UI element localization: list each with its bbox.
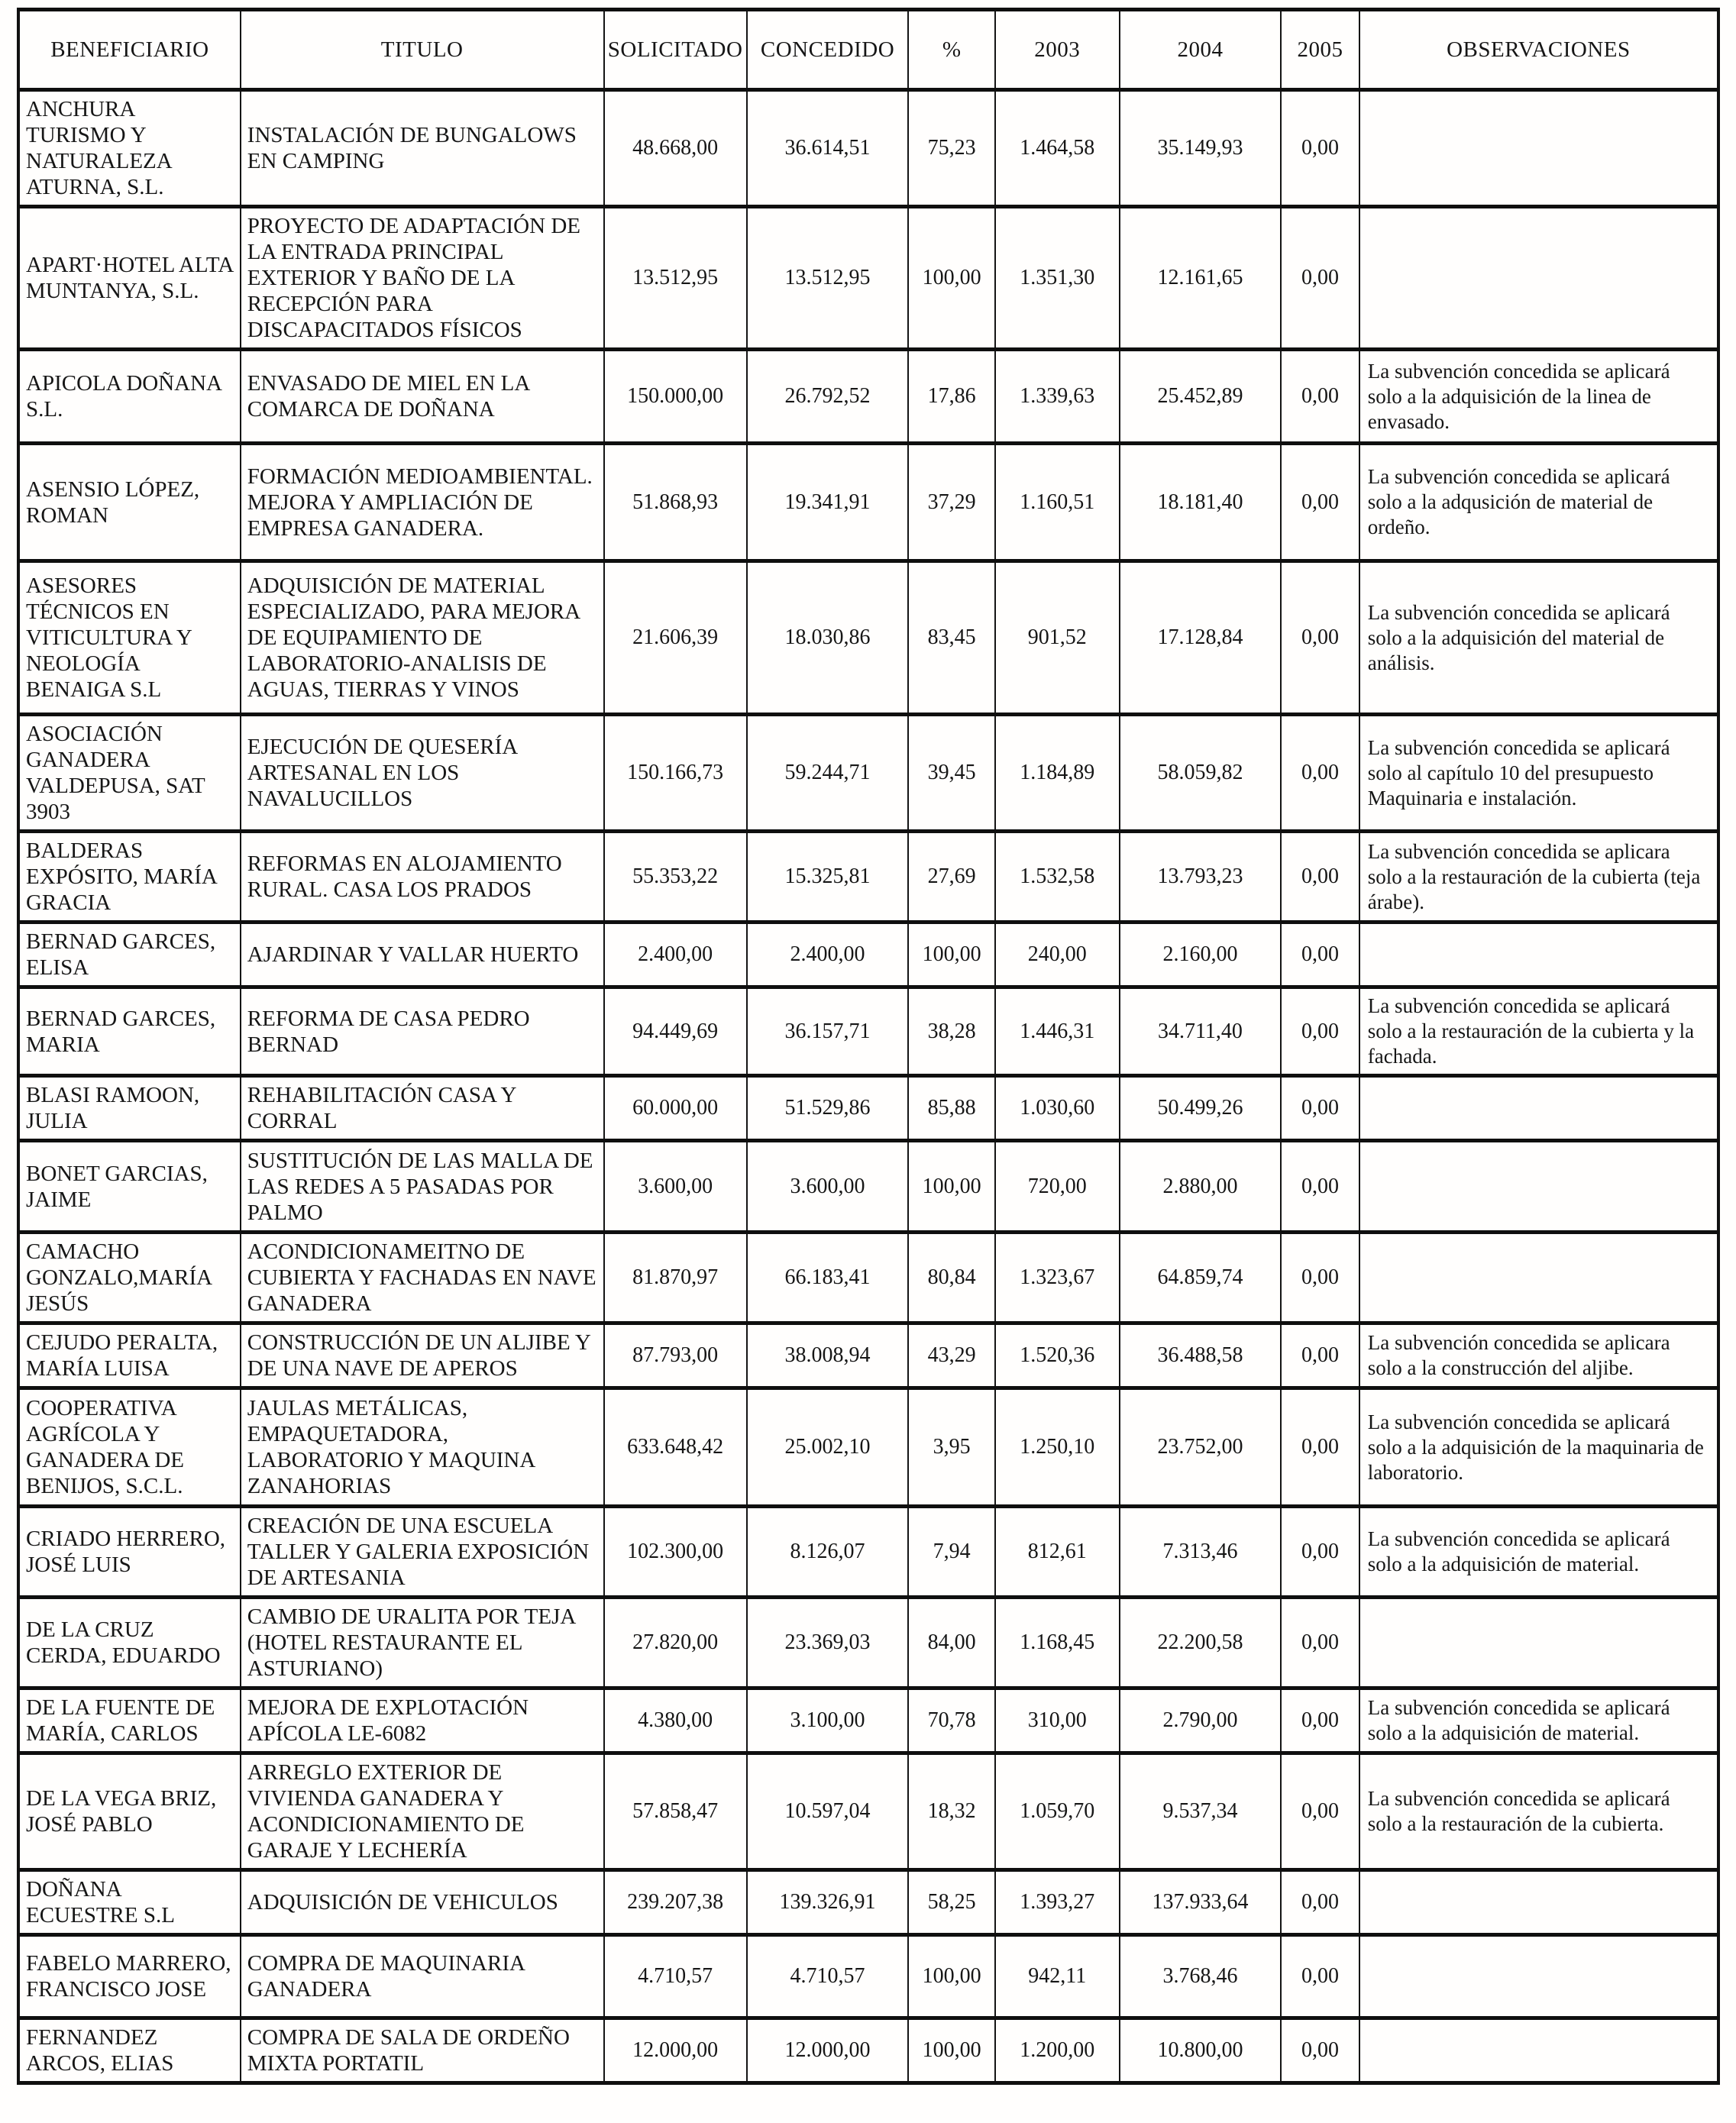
table-header — [18, 10, 1718, 90]
cell-y2003: 901,52 — [995, 561, 1120, 715]
cell-beneficiario: CAMACHO GONZALO,MARÍA JESÚS — [18, 1233, 241, 1323]
cell-y2004: 18.181,40 — [1120, 444, 1282, 561]
cell-pct: 84,00 — [908, 1598, 995, 1688]
table-row — [18, 90, 1718, 207]
cell-y2005: 0,00 — [1281, 90, 1359, 207]
cell-pct: 70,78 — [908, 1688, 995, 1753]
table-row — [18, 1507, 1718, 1598]
cell-titulo: COMPRA DE SALA DE ORDEÑO MIXTA PORTATIL — [241, 2018, 604, 2083]
table-row — [18, 987, 1718, 1076]
cell-y2003: 942,11 — [995, 1935, 1120, 2018]
cell-titulo: REHABILITACIÓN CASA Y CORRAL — [241, 1076, 604, 1141]
subsidies-table — [17, 8, 1720, 2085]
table-row — [18, 1935, 1718, 2018]
cell-y2005: 0,00 — [1281, 207, 1359, 350]
cell-y2005: 0,00 — [1281, 715, 1359, 832]
cell-observaciones: La subvención concedida se aplicara solo a la construcción del aljibe. — [1359, 1323, 1718, 1388]
cell-y2004: 58.059,82 — [1120, 715, 1282, 832]
cell-solicitado: 2.400,00 — [604, 923, 747, 987]
cell-y2003: 1.184,89 — [995, 715, 1120, 832]
cell-beneficiario: BALDERAS EXPÓSITO, MARÍA GRACIA — [18, 832, 241, 923]
cell-pct: 75,23 — [908, 90, 995, 207]
column-header-concedido: CONCEDIDO — [747, 10, 909, 90]
cell-beneficiario: ASOCIACIÓN GANADERA VALDEPUSA, SAT 3903 — [18, 715, 241, 832]
cell-y2005: 0,00 — [1281, 2018, 1359, 2083]
table-row — [18, 2018, 1718, 2083]
cell-y2004: 13.793,23 — [1120, 832, 1282, 923]
cell-solicitado: 4.710,57 — [604, 1935, 747, 2018]
cell-beneficiario: ASENSIO LÓPEZ, ROMAN — [18, 444, 241, 561]
cell-concedido: 23.369,03 — [747, 1598, 909, 1688]
cell-solicitado: 102.300,00 — [604, 1507, 747, 1598]
cell-titulo: ARREGLO EXTERIOR DE VIVIENDA GANADERA Y ACONDICIONAMIENTO DE GARAJE Y LECHERÍA — [241, 1753, 604, 1870]
cell-pct: 3,95 — [908, 1388, 995, 1507]
cell-y2004: 9.537,34 — [1120, 1753, 1282, 1870]
cell-pct: 100,00 — [908, 923, 995, 987]
cell-y2004: 3.768,46 — [1120, 1935, 1282, 2018]
cell-pct: 17,86 — [908, 350, 995, 444]
cell-y2004: 22.200,58 — [1120, 1598, 1282, 1688]
cell-y2005: 0,00 — [1281, 1870, 1359, 1935]
cell-titulo: AJARDINAR Y VALLAR HUERTO — [241, 923, 604, 987]
cell-y2004: 12.161,65 — [1120, 207, 1282, 350]
cell-y2005: 0,00 — [1281, 987, 1359, 1076]
cell-concedido: 3.600,00 — [747, 1141, 909, 1233]
cell-y2005: 0,00 — [1281, 1507, 1359, 1598]
cell-y2003: 1.532,58 — [995, 832, 1120, 923]
cell-observaciones: La subvención concedida se aplicará solo a la adquisición de material. — [1359, 1507, 1718, 1598]
cell-concedido: 25.002,10 — [747, 1388, 909, 1507]
column-header-y2005: 2005 — [1281, 10, 1359, 90]
cell-pct: 18,32 — [908, 1753, 995, 1870]
cell-concedido: 12.000,00 — [747, 2018, 909, 2083]
cell-titulo: CREACIÓN DE UNA ESCUELA TALLER Y GALERIA EXPOSICIÓN DE ARTESANIA — [241, 1507, 604, 1598]
cell-beneficiario: DE LA CRUZ CERDA, EDUARDO — [18, 1598, 241, 1688]
cell-y2003: 1.160,51 — [995, 444, 1120, 561]
cell-y2005: 0,00 — [1281, 1753, 1359, 1870]
cell-solicitado: 150.000,00 — [604, 350, 747, 444]
cell-observaciones: La subvención concedida se aplicará solo a la adquisición de material. — [1359, 1688, 1718, 1753]
cell-y2004: 2.790,00 — [1120, 1688, 1282, 1753]
cell-y2005: 0,00 — [1281, 350, 1359, 444]
cell-solicitado: 87.793,00 — [604, 1323, 747, 1388]
cell-y2004: 137.933,64 — [1120, 1870, 1282, 1935]
cell-solicitado: 27.820,00 — [604, 1598, 747, 1688]
cell-observaciones: La subvención concedida se aplicará solo a la adquisición de la linea de envasado. — [1359, 350, 1718, 444]
cell-observaciones: La subvención concedida se aplicará solo a la restauración de la cubierta. — [1359, 1753, 1718, 1870]
cell-observaciones — [1359, 207, 1718, 350]
column-header-pct: % — [908, 10, 995, 90]
cell-observaciones: La subvención concedida se aplicará solo a la adqusición de material de ordeño. — [1359, 444, 1718, 561]
cell-observaciones — [1359, 90, 1718, 207]
cell-pct: 27,69 — [908, 832, 995, 923]
cell-observaciones: La subvención concedida se aplicará solo a la restauración de la cubierta y la fachada. — [1359, 987, 1718, 1076]
cell-y2005: 0,00 — [1281, 1323, 1359, 1388]
cell-beneficiario: ANCHURA TURISMO Y NATURALEZA ATURNA, S.L. — [18, 90, 241, 207]
cell-y2003: 720,00 — [995, 1141, 1120, 1233]
table-row — [18, 1076, 1718, 1141]
cell-y2003: 1.393,27 — [995, 1870, 1120, 1935]
cell-y2005: 0,00 — [1281, 444, 1359, 561]
cell-y2004: 7.313,46 — [1120, 1507, 1282, 1598]
cell-y2005: 0,00 — [1281, 561, 1359, 715]
cell-titulo: REFORMA DE CASA PEDRO BERNAD — [241, 987, 604, 1076]
cell-solicitado: 48.668,00 — [604, 90, 747, 207]
column-header-observaciones: OBSERVACIONES — [1359, 10, 1718, 90]
table-row — [18, 444, 1718, 561]
cell-beneficiario: DOÑANA ECUESTRE S.L — [18, 1870, 241, 1935]
cell-beneficiario: CEJUDO PERALTA, MARÍA LUISA — [18, 1323, 241, 1388]
table-row — [18, 832, 1718, 923]
cell-y2003: 1.059,70 — [995, 1753, 1120, 1870]
cell-titulo: REFORMAS EN ALOJAMIENTO RURAL. CASA LOS PRADOS — [241, 832, 604, 923]
cell-y2004: 2.160,00 — [1120, 923, 1282, 987]
cell-observaciones — [1359, 1141, 1718, 1233]
cell-y2005: 0,00 — [1281, 832, 1359, 923]
cell-solicitado: 51.868,93 — [604, 444, 747, 561]
cell-beneficiario: COOPERATIVA AGRÍCOLA Y GANADERA DE BENIJOS, S.C.L. — [18, 1388, 241, 1507]
cell-pct: 100,00 — [908, 207, 995, 350]
table-row — [18, 207, 1718, 350]
cell-pct: 39,45 — [908, 715, 995, 832]
cell-concedido: 19.341,91 — [747, 444, 909, 561]
table-row — [18, 1388, 1718, 1507]
cell-y2005: 0,00 — [1281, 1076, 1359, 1141]
cell-observaciones — [1359, 1598, 1718, 1688]
cell-solicitado: 3.600,00 — [604, 1141, 747, 1233]
cell-y2004: 36.488,58 — [1120, 1323, 1282, 1388]
cell-concedido: 36.157,71 — [747, 987, 909, 1076]
table-body — [18, 90, 1718, 2083]
cell-beneficiario: CRIADO HERRERO, JOSÉ LUIS — [18, 1507, 241, 1598]
cell-solicitado: 94.449,69 — [604, 987, 747, 1076]
table-row — [18, 1323, 1718, 1388]
table-row — [18, 1233, 1718, 1323]
cell-titulo: CONSTRUCCIÓN DE UN ALJIBE Y DE UNA NAVE DE APEROS — [241, 1323, 604, 1388]
cell-y2003: 812,61 — [995, 1507, 1120, 1598]
cell-titulo: CAMBIO DE URALITA POR TEJA (HOTEL RESTAURANTE EL ASTURIANO) — [241, 1598, 604, 1688]
cell-beneficiario: DE LA FUENTE DE MARÍA, CARLOS — [18, 1688, 241, 1753]
cell-pct: 80,84 — [908, 1233, 995, 1323]
cell-observaciones: La subvención concedida se aplicará solo a la adquisición del material de análisis. — [1359, 561, 1718, 715]
cell-solicitado: 55.353,22 — [604, 832, 747, 923]
cell-observaciones: La subvención concedida se aplicará solo a la adquisición de la maquinaria de laboratorio. — [1359, 1388, 1718, 1507]
cell-y2004: 25.452,89 — [1120, 350, 1282, 444]
cell-titulo: ACONDICIONAMEITNO DE CUBIERTA Y FACHADAS EN NAVE GANADERA — [241, 1233, 604, 1323]
cell-y2003: 1.030,60 — [995, 1076, 1120, 1141]
cell-concedido: 3.100,00 — [747, 1688, 909, 1753]
cell-y2003: 1.351,30 — [995, 207, 1120, 350]
table-row — [18, 1598, 1718, 1688]
cell-concedido: 51.529,86 — [747, 1076, 909, 1141]
cell-observaciones — [1359, 2018, 1718, 2083]
cell-y2003: 1.250,10 — [995, 1388, 1120, 1507]
cell-beneficiario: APART·HOTEL ALTA MUNTANYA, S.L. — [18, 207, 241, 350]
cell-y2004: 64.859,74 — [1120, 1233, 1282, 1323]
cell-titulo: ADQUISICIÓN DE MATERIAL ESPECIALIZADO, PARA MEJORA DE EQUIPAMIENTO DE LABORATORIO-ANALISIS DE AGUAS, TIERRAS Y VINOS — [241, 561, 604, 715]
cell-beneficiario: APICOLA DOÑANA S.L. — [18, 350, 241, 444]
cell-titulo: MEJORA DE EXPLOTACIÓN APÍCOLA LE-6082 — [241, 1688, 604, 1753]
table-row — [18, 1753, 1718, 1870]
cell-y2004: 2.880,00 — [1120, 1141, 1282, 1233]
cell-observaciones — [1359, 923, 1718, 987]
cell-observaciones: La subvención concedida se aplicara solo a la restauración de la cubierta (teja árabe). — [1359, 832, 1718, 923]
cell-concedido: 13.512,95 — [747, 207, 909, 350]
cell-concedido: 26.792,52 — [747, 350, 909, 444]
cell-concedido: 2.400,00 — [747, 923, 909, 987]
cell-pct: 37,29 — [908, 444, 995, 561]
cell-solicitado: 239.207,38 — [604, 1870, 747, 1935]
cell-concedido: 66.183,41 — [747, 1233, 909, 1323]
cell-solicitado: 57.858,47 — [604, 1753, 747, 1870]
cell-y2003: 1.520,36 — [995, 1323, 1120, 1388]
cell-y2005: 0,00 — [1281, 1935, 1359, 2018]
cell-observaciones: La subvención concedida se aplicará solo al capítulo 10 del presupuesto Maquinaria e instalación. — [1359, 715, 1718, 832]
cell-titulo: INSTALACIÓN DE BUNGALOWS EN CAMPING — [241, 90, 604, 207]
cell-pct: 38,28 — [908, 987, 995, 1076]
cell-y2003: 1.200,00 — [995, 2018, 1120, 2083]
cell-observaciones — [1359, 1076, 1718, 1141]
cell-y2003: 310,00 — [995, 1688, 1120, 1753]
cell-y2003: 1.168,45 — [995, 1598, 1120, 1688]
cell-beneficiario: BONET GARCIAS, JAIME — [18, 1141, 241, 1233]
cell-observaciones — [1359, 1233, 1718, 1323]
cell-beneficiario: BLASI RAMOON, JULIA — [18, 1076, 241, 1141]
cell-solicitado: 13.512,95 — [604, 207, 747, 350]
cell-concedido: 59.244,71 — [747, 715, 909, 832]
cell-solicitado: 633.648,42 — [604, 1388, 747, 1507]
cell-beneficiario: DE LA VEGA BRIZ, JOSÉ PABLO — [18, 1753, 241, 1870]
cell-concedido: 38.008,94 — [747, 1323, 909, 1388]
cell-pct: 58,25 — [908, 1870, 995, 1935]
cell-solicitado: 12.000,00 — [604, 2018, 747, 2083]
cell-beneficiario: BERNAD GARCES, ELISA — [18, 923, 241, 987]
cell-y2005: 0,00 — [1281, 1598, 1359, 1688]
table-row — [18, 1870, 1718, 1935]
cell-concedido: 4.710,57 — [747, 1935, 909, 2018]
cell-solicitado: 81.870,97 — [604, 1233, 747, 1323]
cell-y2004: 50.499,26 — [1120, 1076, 1282, 1141]
table-row — [18, 1141, 1718, 1233]
cell-titulo: EJECUCIÓN DE QUESERÍA ARTESANAL EN LOS NAVALUCILLOS — [241, 715, 604, 832]
cell-titulo: PROYECTO DE ADAPTACIÓN DE LA ENTRADA PRINCIPAL EXTERIOR Y BAÑO DE LA RECEPCIÓN PARA DISCAPACITADOS FÍSICOS — [241, 207, 604, 350]
cell-y2005: 0,00 — [1281, 923, 1359, 987]
cell-titulo: JAULAS METÁLICAS, EMPAQUETADORA, LABORATORIO Y MAQUINA ZANAHORIAS — [241, 1388, 604, 1507]
column-header-titulo: TITULO — [241, 10, 604, 90]
cell-titulo: COMPRA DE MAQUINARIA GANADERA — [241, 1935, 604, 2018]
cell-concedido: 18.030,86 — [747, 561, 909, 715]
cell-y2004: 23.752,00 — [1120, 1388, 1282, 1507]
cell-y2005: 0,00 — [1281, 1688, 1359, 1753]
cell-pct: 100,00 — [908, 1935, 995, 2018]
cell-solicitado: 60.000,00 — [604, 1076, 747, 1141]
cell-solicitado: 150.166,73 — [604, 715, 747, 832]
cell-concedido: 8.126,07 — [747, 1507, 909, 1598]
cell-y2004: 35.149,93 — [1120, 90, 1282, 207]
cell-y2005: 0,00 — [1281, 1141, 1359, 1233]
cell-beneficiario: ASESORES TÉCNICOS EN VITICULTURA Y NEOLOGÍA BENAIGA S.L — [18, 561, 241, 715]
column-header-solicitado: SOLICITADO — [604, 10, 747, 90]
cell-y2003: 1.464,58 — [995, 90, 1120, 207]
cell-pct: 85,88 — [908, 1076, 995, 1141]
cell-pct: 100,00 — [908, 2018, 995, 2083]
cell-titulo: FORMACIÓN MEDIOAMBIENTAL. MEJORA Y AMPLIACIÓN DE EMPRESA GANADERA. — [241, 444, 604, 561]
column-header-y2003: 2003 — [995, 10, 1120, 90]
cell-beneficiario: FABELO MARRERO, FRANCISCO JOSE — [18, 1935, 241, 2018]
cell-beneficiario: FERNANDEZ ARCOS, ELIAS — [18, 2018, 241, 2083]
cell-concedido: 10.597,04 — [747, 1753, 909, 1870]
cell-observaciones — [1359, 1935, 1718, 2018]
column-header-y2004: 2004 — [1120, 10, 1282, 90]
cell-solicitado: 4.380,00 — [604, 1688, 747, 1753]
cell-solicitado: 21.606,39 — [604, 561, 747, 715]
cell-y2004: 34.711,40 — [1120, 987, 1282, 1076]
cell-titulo: ENVASADO DE MIEL EN LA COMARCA DE DOÑANA — [241, 350, 604, 444]
cell-pct: 43,29 — [908, 1323, 995, 1388]
cell-concedido: 139.326,91 — [747, 1870, 909, 1935]
cell-concedido: 36.614,51 — [747, 90, 909, 207]
column-header-beneficiario: BENEFICIARIO — [18, 10, 241, 90]
cell-concedido: 15.325,81 — [747, 832, 909, 923]
cell-titulo: SUSTITUCIÓN DE LAS MALLA DE LAS REDES A 5 PASADAS POR PALMO — [241, 1141, 604, 1233]
cell-y2003: 240,00 — [995, 923, 1120, 987]
table-row — [18, 1688, 1718, 1753]
table-row — [18, 350, 1718, 444]
cell-y2003: 1.323,67 — [995, 1233, 1120, 1323]
cell-pct: 7,94 — [908, 1507, 995, 1598]
cell-y2005: 0,00 — [1281, 1233, 1359, 1323]
cell-titulo: ADQUISICIÓN DE VEHICULOS — [241, 1870, 604, 1935]
cell-pct: 100,00 — [908, 1141, 995, 1233]
table-row — [18, 561, 1718, 715]
cell-y2004: 17.128,84 — [1120, 561, 1282, 715]
cell-y2004: 10.800,00 — [1120, 2018, 1282, 2083]
header-row — [18, 10, 1718, 90]
cell-y2005: 0,00 — [1281, 1388, 1359, 1507]
table-row — [18, 923, 1718, 987]
cell-beneficiario: BERNAD GARCES, MARIA — [18, 987, 241, 1076]
cell-pct: 83,45 — [908, 561, 995, 715]
cell-y2003: 1.339,63 — [995, 350, 1120, 444]
table-row — [18, 715, 1718, 832]
cell-observaciones — [1359, 1870, 1718, 1935]
cell-y2003: 1.446,31 — [995, 987, 1120, 1076]
